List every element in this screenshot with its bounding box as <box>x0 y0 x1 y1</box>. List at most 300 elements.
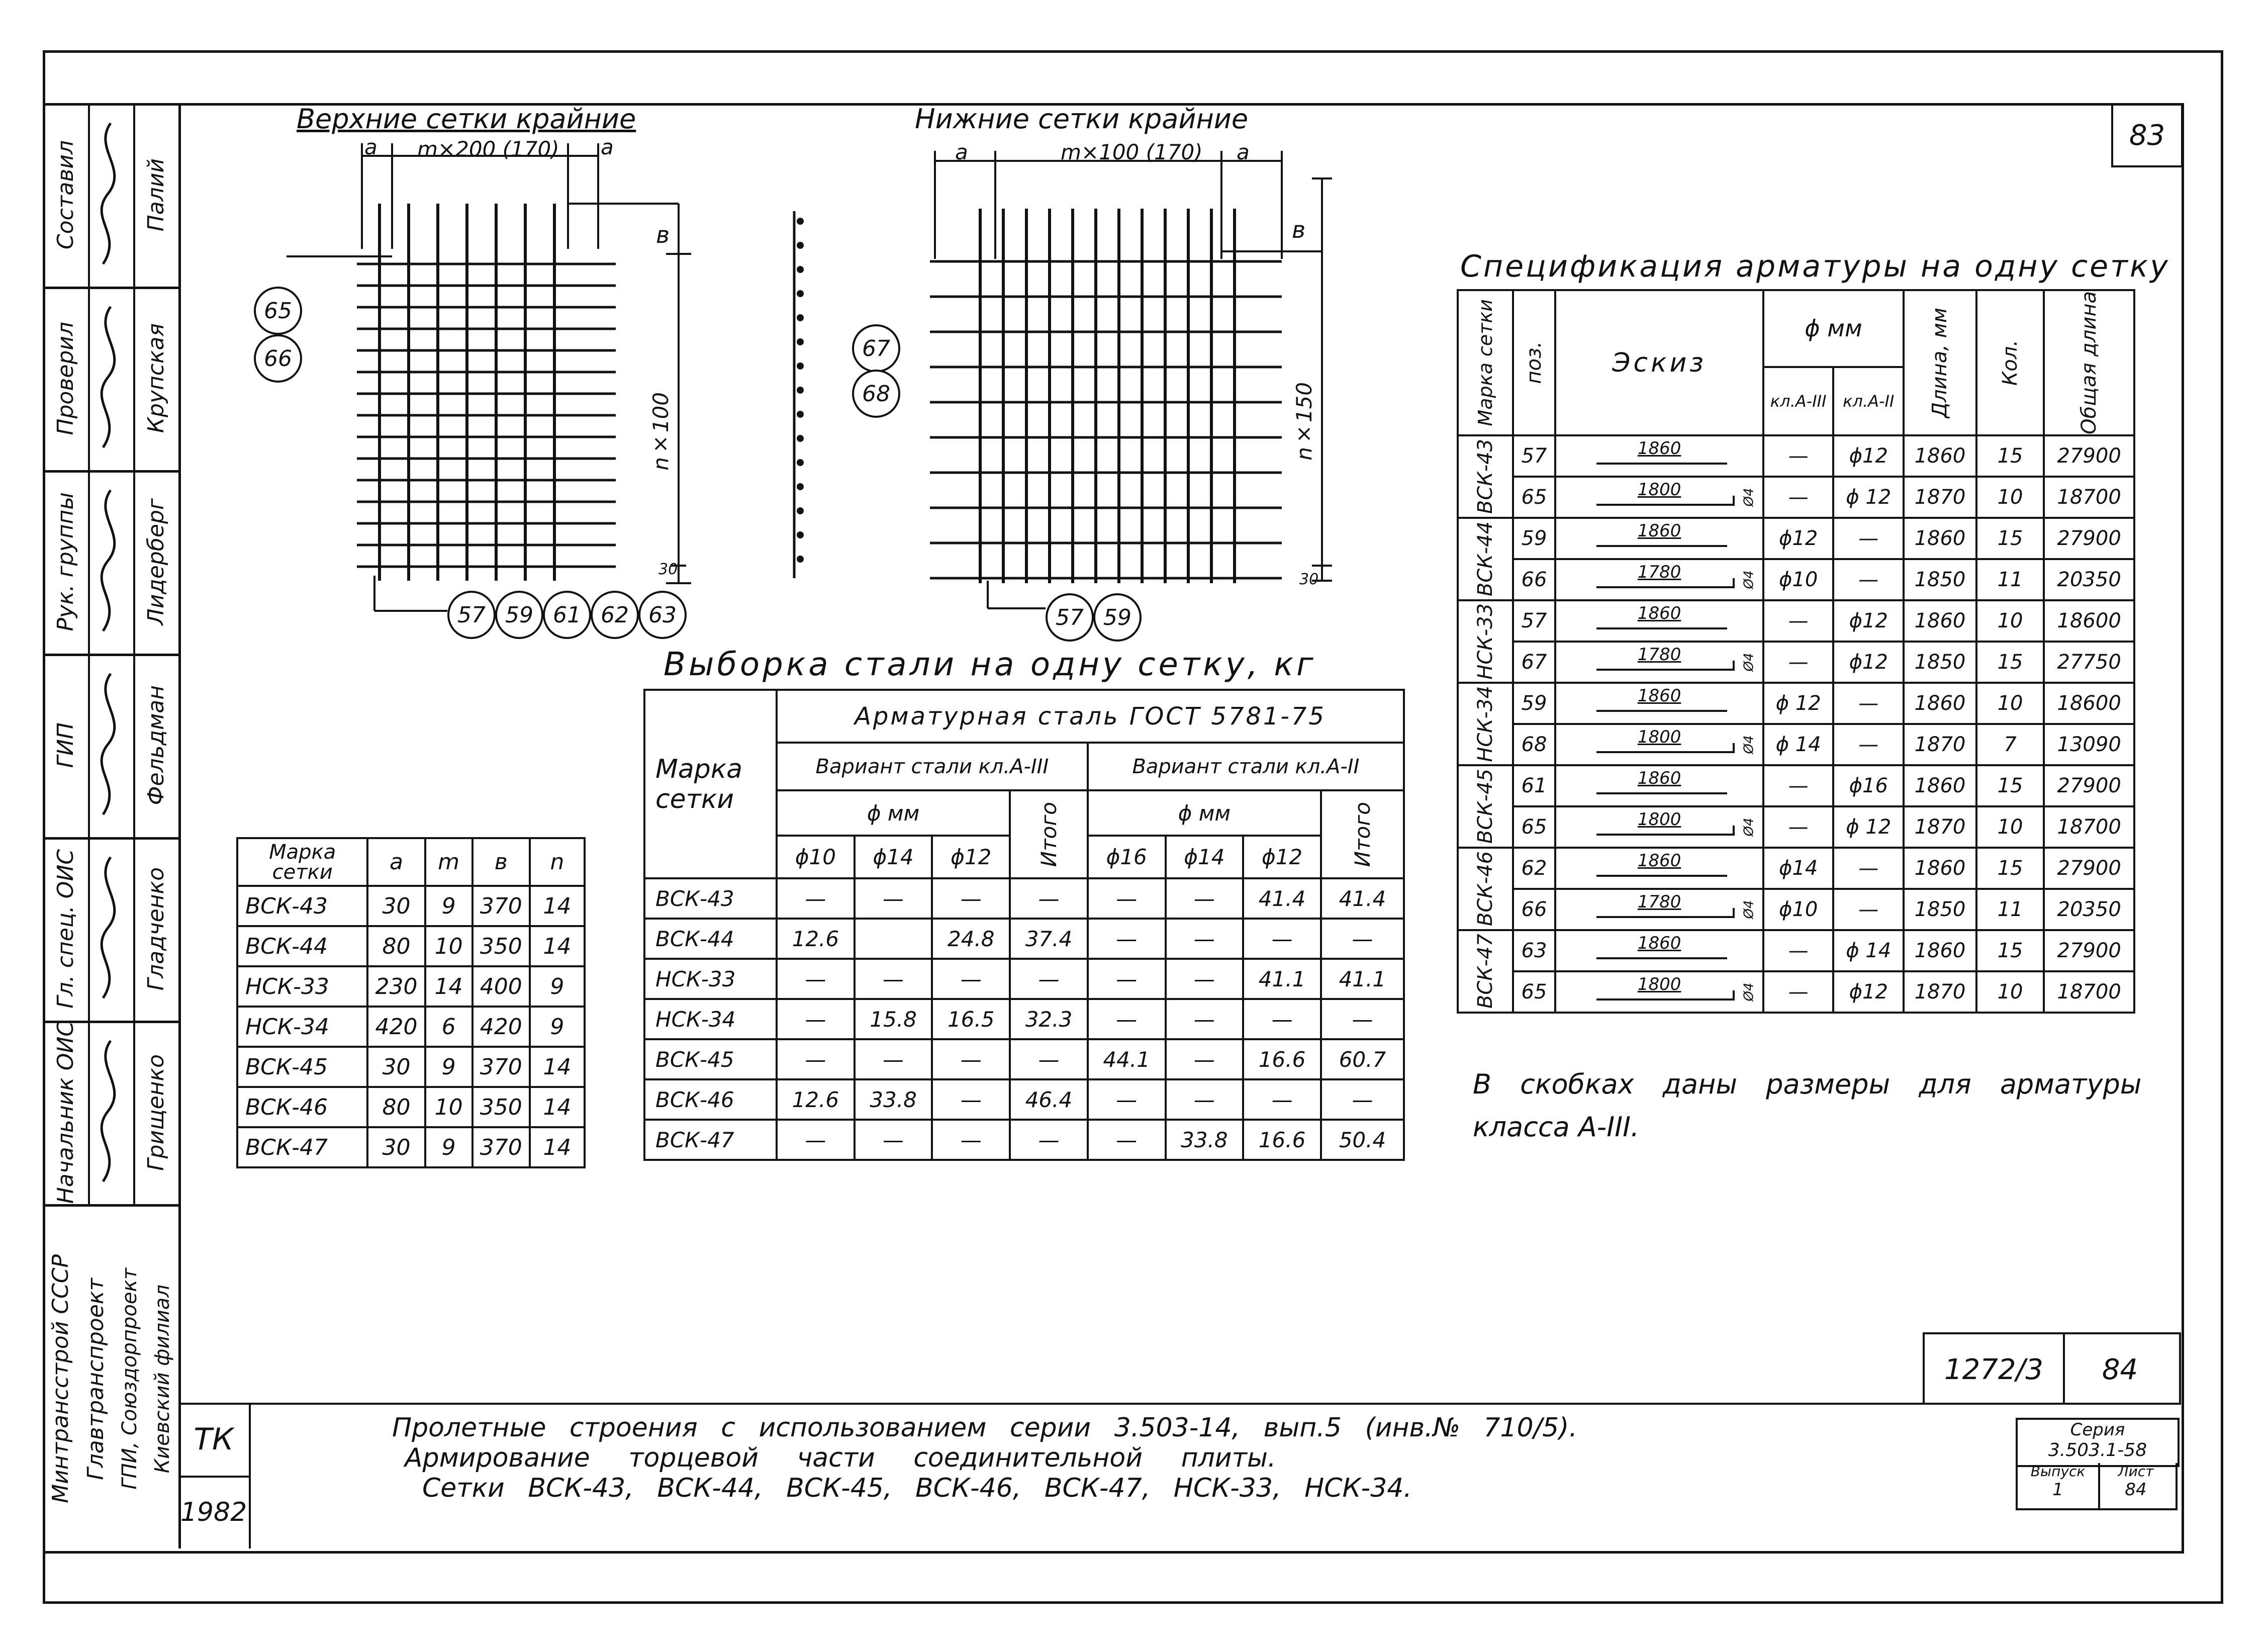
spec-sketch <box>1555 724 1763 765</box>
sketch-bar-line <box>1596 586 1734 588</box>
sketch-hook <box>1733 743 1735 753</box>
table-row <box>237 1127 585 1167</box>
bar-section-dot <box>797 314 804 321</box>
lower-mesh-top-dim: m×100 (170) <box>1061 140 1203 164</box>
spec-cls3-header: кл.А-III <box>1763 367 1834 435</box>
spec-d2: ϕ12 <box>1833 600 1904 642</box>
spec-table-title: Спецификация арматуры на одну сетку <box>1460 249 2170 284</box>
spec-d2: ϕ 12 <box>1833 477 1904 518</box>
table-row <box>1458 683 2134 724</box>
bar-sketch <box>1556 684 1762 723</box>
bar-sketch <box>1556 560 1762 599</box>
person-name: Крупская <box>143 323 169 433</box>
hook-label: Ø4 <box>1741 735 1757 754</box>
dims-cell: 80 <box>367 926 425 966</box>
bar-section-dot <box>797 507 804 514</box>
spec-total: 18700 <box>2044 477 2134 518</box>
steel-cell: — <box>932 1120 1010 1160</box>
spec-qty: 10 <box>1976 477 2044 518</box>
table-row <box>1458 642 2134 683</box>
steel-cell: — <box>1321 1079 1404 1120</box>
steel-cell: — <box>1166 959 1244 999</box>
table-row <box>237 926 585 966</box>
dims-header: n <box>530 838 585 886</box>
spec-d3: ϕ 12 <box>1763 683 1834 724</box>
table-row <box>1458 765 2134 806</box>
lower-mesh-side-dim: n×150 <box>1292 382 1316 461</box>
steel-cell: — <box>777 878 855 919</box>
spec-total: 18700 <box>2044 971 2134 1013</box>
spec-sketch <box>1555 518 1763 559</box>
spec-sketch <box>1555 600 1763 642</box>
spec-qty: 10 <box>1976 600 2044 642</box>
role-cell <box>43 1021 90 1204</box>
steel-cell: — <box>855 959 932 999</box>
signature-mark <box>88 470 135 654</box>
sketch-length: 1780 <box>1637 892 1681 912</box>
spec-sketch <box>1555 930 1763 971</box>
spec-qty: 11 <box>1976 559 2044 600</box>
steel-col-header: ϕ12 <box>932 836 1010 878</box>
table-row <box>644 878 1404 919</box>
bar-section-dot <box>797 387 804 394</box>
steel-cell: — <box>1010 959 1088 999</box>
spec-total: 18600 <box>2044 683 2134 724</box>
spec-mark: ВСК-47 <box>1473 934 1497 1009</box>
steel-cell: — <box>1088 878 1166 919</box>
steel-cell: — <box>1166 999 1244 1039</box>
issue-value: 1 <box>2052 1480 2063 1500</box>
dims-cell: 370 <box>472 1047 530 1087</box>
spec-len: 1850 <box>1904 889 1976 930</box>
hook-label: Ø4 <box>1741 982 1757 1001</box>
year: 1982 <box>180 1497 247 1527</box>
spec-d2: — <box>1833 683 1904 724</box>
spec-pos: 65 <box>1513 971 1556 1013</box>
spec-total: 20350 <box>2044 559 2134 600</box>
sketch-length: 1780 <box>1637 562 1681 582</box>
signature-mark <box>88 1021 135 1204</box>
spec-qty: 15 <box>1976 518 2044 559</box>
spec-qty-header: Кол. <box>1976 290 2044 435</box>
sheet-title-line2: Армирование торцевой части соединительной плиты. <box>405 1443 1276 1473</box>
spec-mark-cell <box>1458 930 1513 1013</box>
table-row <box>644 919 1404 959</box>
steel-cell: 41.4 <box>1321 878 1404 919</box>
list-label: Лист <box>2118 1463 2154 1480</box>
table-row <box>644 999 1404 1039</box>
bar-section-dot <box>797 242 804 249</box>
spec-pos: 62 <box>1513 848 1556 889</box>
steel-variant3: Вариант стали кл.А-III <box>777 743 1088 790</box>
signature-row <box>43 654 178 840</box>
dims-cell: 80 <box>367 1087 425 1127</box>
spec-pos: 66 <box>1513 889 1556 930</box>
signature-row <box>43 287 178 473</box>
spec-len: 1860 <box>1904 435 1976 477</box>
dims-cell: 9 <box>530 966 585 1007</box>
steel-cell: — <box>777 1120 855 1160</box>
dims-cell: 30 <box>367 886 425 926</box>
bar-sketch <box>1556 601 1762 641</box>
spec-sketch <box>1555 642 1763 683</box>
lower-mesh-a-left: a <box>955 140 968 164</box>
bar-sketch <box>1556 766 1762 805</box>
name-cell <box>133 654 178 837</box>
hook-label: Ø4 <box>1741 817 1757 837</box>
bar-sketch <box>1556 807 1762 847</box>
series-box <box>2016 1418 2180 1467</box>
spec-d3: — <box>1763 765 1834 806</box>
spec-total: 27900 <box>2044 848 2134 889</box>
doc-sheet: 84 <box>2102 1353 2138 1386</box>
upper-mesh-title: Верхние сетки крайние <box>297 103 636 135</box>
sketch-length: 1860 <box>1637 768 1681 788</box>
dims-cell: 370 <box>472 886 530 926</box>
spec-total: 27900 <box>2044 435 2134 477</box>
list-value: 84 <box>2125 1480 2147 1500</box>
spec-mark: НСК-33 <box>1473 603 1497 680</box>
upper-mesh-a-left: a <box>364 135 377 159</box>
spec-pos-header: поз. <box>1513 290 1556 435</box>
sketch-length: 1860 <box>1637 933 1681 953</box>
spec-len: 1860 <box>1904 765 1976 806</box>
steel-cell: 41.4 <box>1243 878 1321 919</box>
sheet-title-line3: Сетки ВСК-43, ВСК-44, ВСК-45, ВСК-46, ВСК-47, НСК-33, НСК-34. <box>422 1473 1412 1503</box>
hook-label: Ø4 <box>1741 570 1757 589</box>
sketch-length: 1860 <box>1637 603 1681 623</box>
signature-row <box>43 103 178 289</box>
spec-len: 1850 <box>1904 642 1976 683</box>
sketch-length: 1860 <box>1637 521 1681 541</box>
dims-cell: 230 <box>367 966 425 1007</box>
sketch-hook <box>1733 990 1735 1000</box>
spec-len: 1870 <box>1904 971 1976 1013</box>
steel-cell: 37.4 <box>1010 919 1088 959</box>
lower-mesh-title: Нижние сетки крайние <box>915 103 1249 135</box>
spec-total: 27900 <box>2044 765 2134 806</box>
bar-section-dot <box>797 362 804 370</box>
upper-mesh-a-right: a <box>601 135 614 159</box>
spec-d2: ϕ 14 <box>1833 930 1904 971</box>
spec-mark-header: Марка сетки <box>1458 290 1513 435</box>
spec-sketch <box>1555 765 1763 806</box>
name-cell <box>133 837 178 1021</box>
doc-sheet-box <box>2061 1332 2181 1405</box>
spec-sketch <box>1555 559 1763 600</box>
upper-mesh-top-dim: m×200 (170) <box>417 137 559 161</box>
sketch-length: 1800 <box>1637 809 1681 830</box>
steel-cell: — <box>932 1079 1010 1120</box>
signature-mark <box>88 103 135 287</box>
sketch-length: 1800 <box>1637 974 1681 994</box>
dims-cell: НСК-33 <box>237 966 367 1007</box>
steel-cell: — <box>1088 1120 1166 1160</box>
spec-mark-cell <box>1458 683 1513 765</box>
role-cell <box>43 470 90 654</box>
upper-mesh-drawing <box>246 133 709 651</box>
sketch-hook <box>1733 908 1735 918</box>
steel-variant2: Вариант стали кл.А-II <box>1088 743 1404 790</box>
mesh-side-profile <box>784 206 804 583</box>
spec-d3: ϕ12 <box>1763 518 1834 559</box>
steel-cell: ВСК-45 <box>644 1039 777 1079</box>
org-block <box>43 1204 178 1551</box>
table-row <box>1458 435 2134 477</box>
signature-row <box>43 1021 178 1207</box>
dims-cell: ВСК-43 <box>237 886 367 926</box>
steel-cell: — <box>932 1039 1010 1079</box>
spec-d2: — <box>1833 518 1904 559</box>
table-row <box>1458 889 2134 930</box>
bar-sketch <box>1556 519 1762 558</box>
steel-total-header-3: Итого <box>1010 790 1088 878</box>
spec-d2: ϕ12 <box>1833 435 1904 477</box>
spec-sketch <box>1555 889 1763 930</box>
role-cell <box>43 654 90 837</box>
steel-cell: 16.6 <box>1243 1039 1321 1079</box>
signature-sidebar <box>43 103 181 1549</box>
org-line: Главтранспроект <box>82 1278 109 1480</box>
steel-cell: — <box>1010 878 1088 919</box>
steel-dia-header-2: ϕ мм <box>1088 790 1321 836</box>
spec-mark-cell <box>1458 765 1513 848</box>
table-row <box>1458 724 2134 765</box>
spec-pos: 65 <box>1513 477 1556 518</box>
org-line: ГПИ, Союздорпроект <box>118 1268 141 1490</box>
steel-cell: НСК-34 <box>644 999 777 1039</box>
bar-section-dot <box>797 218 804 225</box>
dims-header: a <box>367 838 425 886</box>
callout-65-upper: 65 <box>254 287 302 335</box>
table-row <box>1458 848 2134 889</box>
table-row <box>644 1079 1404 1120</box>
steel-mark-header: Марка сетки <box>644 690 777 878</box>
spec-d2: ϕ12 <box>1833 642 1904 683</box>
table-row <box>644 1039 1404 1079</box>
callout-62-upper: 62 <box>591 591 639 639</box>
name-cell <box>133 1021 178 1204</box>
steel-cell: — <box>1088 959 1166 999</box>
table-row <box>237 1007 585 1047</box>
sketch-bar-line <box>1596 504 1734 506</box>
spec-mark: ВСК-44 <box>1473 521 1497 597</box>
steel-col-header: ϕ16 <box>1088 836 1166 878</box>
steel-cell: — <box>1166 1079 1244 1120</box>
spec-total: 20350 <box>2044 889 2134 930</box>
spec-qty: 10 <box>1976 683 2044 724</box>
table-row <box>1458 559 2134 600</box>
spec-pos: 66 <box>1513 559 1556 600</box>
bar-sketch <box>1556 890 1762 929</box>
callout-57-lower: 57 <box>1046 593 1094 642</box>
spec-mark: ВСК-43 <box>1473 439 1497 514</box>
steel-cell: — <box>855 1039 932 1079</box>
steel-cell: 50.4 <box>1321 1120 1404 1160</box>
steel-cell: — <box>855 878 932 919</box>
callout-59-upper: 59 <box>495 591 543 639</box>
steel-cell: — <box>1321 999 1404 1039</box>
role-label: Проверил <box>52 321 78 435</box>
dims-cell: 420 <box>472 1007 530 1047</box>
role-cell <box>43 287 90 470</box>
dims-cell: 9 <box>425 1047 472 1087</box>
sketch-length: 1800 <box>1637 480 1681 500</box>
sheet-title-line1: Пролетные строения с использованием серии 3.503-14, вып.5 (инв.№ 710/5). <box>392 1413 1577 1443</box>
dims-cell: 9 <box>425 886 472 926</box>
spec-d2: — <box>1833 724 1904 765</box>
lower-mesh-drawing <box>880 138 1342 641</box>
role-label: Начальник ОИС <box>52 1021 78 1204</box>
dims-cell: ВСК-45 <box>237 1047 367 1087</box>
table-row <box>1458 930 2134 971</box>
table-row <box>644 1120 1404 1160</box>
steel-cell: 46.4 <box>1010 1079 1088 1120</box>
steel-cell: — <box>1088 999 1166 1039</box>
sketch-hook <box>1733 661 1735 671</box>
spec-total: 27900 <box>2044 518 2134 559</box>
org-line: Минтрансстрой СССР <box>47 1254 73 1503</box>
bar-section-dot <box>797 556 804 563</box>
spec-sketch <box>1555 806 1763 848</box>
dims-cell: ВСК-47 <box>237 1127 367 1167</box>
steel-cell: 41.1 <box>1321 959 1404 999</box>
steel-col-header: ϕ14 <box>1166 836 1244 878</box>
sketch-hook <box>1733 496 1735 506</box>
name-cell <box>133 470 178 654</box>
spec-d3: — <box>1763 930 1834 971</box>
table-row <box>237 1047 585 1087</box>
table-row <box>644 959 1404 999</box>
dims-table <box>236 837 586 1168</box>
steel-cell: ВСК-43 <box>644 878 777 919</box>
spec-sketch <box>1555 848 1763 889</box>
spec-d2: ϕ 12 <box>1833 806 1904 848</box>
dims-cell: 30 <box>367 1127 425 1167</box>
dims-cell: 400 <box>472 966 530 1007</box>
steel-col-header: ϕ12 <box>1243 836 1321 878</box>
signature-mark <box>88 654 135 837</box>
note-line2: класса А-III. <box>1473 1111 1640 1143</box>
callout-63-upper: 63 <box>638 591 687 639</box>
spec-d2: — <box>1833 848 1904 889</box>
steel-cell: ВСК-47 <box>644 1120 777 1160</box>
role-cell <box>43 837 90 1021</box>
steel-table-title: Выборка стали на одну сетку, кг <box>664 646 1316 683</box>
spec-d3: ϕ10 <box>1763 889 1834 930</box>
steel-cell: — <box>1166 1039 1244 1079</box>
steel-cell <box>855 919 932 959</box>
spec-mark: ВСК-45 <box>1473 769 1497 844</box>
spec-d2: ϕ12 <box>1833 971 1904 1013</box>
bar-sketch <box>1556 436 1762 476</box>
doc-number-box <box>1923 1332 2065 1405</box>
dims-header: m <box>425 838 472 886</box>
steel-cell: — <box>1088 919 1166 959</box>
bar-sketch <box>1556 931 1762 970</box>
steel-dia-header-3: ϕ мм <box>777 790 1010 836</box>
bar-section-dot <box>797 531 804 538</box>
steel-col-header: ϕ14 <box>855 836 932 878</box>
spec-mark-cell <box>1458 600 1513 683</box>
note-line1: В скобках даны размеры для арматуры <box>1473 1068 2142 1100</box>
steel-cell: — <box>1243 1079 1321 1120</box>
sketch-length: 1780 <box>1637 645 1681 665</box>
spec-d2: — <box>1833 559 1904 600</box>
role-label: ГИП <box>52 722 78 768</box>
steel-cell: 16.5 <box>932 999 1010 1039</box>
steel-cell: 33.8 <box>855 1079 932 1120</box>
spec-len: 1870 <box>1904 477 1976 518</box>
steel-total-header-2: Итого <box>1321 790 1404 878</box>
spec-pos: 67 <box>1513 642 1556 683</box>
dims-cell: 350 <box>472 926 530 966</box>
spec-len: 1860 <box>1904 683 1976 724</box>
spec-cls2-header: кл.А-II <box>1833 367 1904 435</box>
dims-cell: 14 <box>425 966 472 1007</box>
spec-total: 13090 <box>2044 724 2134 765</box>
bar-section-dot <box>797 290 804 297</box>
sketch-bar-line <box>1596 463 1727 465</box>
person-name: Грищенко <box>143 1054 169 1171</box>
spec-d3: ϕ 14 <box>1763 724 1834 765</box>
sketch-hook <box>1733 826 1735 836</box>
spec-qty: 15 <box>1976 930 2044 971</box>
dims-cell: 14 <box>530 1087 585 1127</box>
spec-len-header: Длина, мм <box>1904 290 1976 435</box>
spec-pos: 57 <box>1513 600 1556 642</box>
bar-sketch <box>1556 725 1762 764</box>
dims-header: Марка сетки <box>237 838 367 886</box>
org-line: Киевский филиал <box>150 1284 174 1474</box>
spec-total: 27900 <box>2044 930 2134 971</box>
spec-d3: — <box>1763 971 1834 1013</box>
steel-cell: 41.1 <box>1243 959 1321 999</box>
spec-pos: 57 <box>1513 435 1556 477</box>
org-code-box <box>178 1403 251 1478</box>
signature-row <box>43 837 178 1023</box>
callout-68-lower: 68 <box>852 370 900 418</box>
steel-cell: 24.8 <box>932 919 1010 959</box>
steel-cell: — <box>1166 919 1244 959</box>
callout-66-upper: 66 <box>254 334 302 383</box>
spec-dia-header: ϕ мм <box>1763 290 1904 367</box>
org-code: ТК <box>194 1421 234 1457</box>
steel-cell: ВСК-46 <box>644 1079 777 1120</box>
sketch-bar-line <box>1596 669 1734 671</box>
table-row <box>237 1087 585 1127</box>
table-row <box>237 966 585 1007</box>
sketch-bar-line <box>1596 792 1727 794</box>
sketch-bar-line <box>1596 916 1734 918</box>
steel-cell: 16.6 <box>1243 1120 1321 1160</box>
bar-section-dot <box>797 483 804 490</box>
steel-cell: — <box>1010 1039 1088 1079</box>
sketch-bar-line <box>1596 834 1734 836</box>
bar-sketch <box>1556 972 1762 1012</box>
role-label: Гл. спец. ОИС <box>52 849 78 1009</box>
sketch-bar-line <box>1596 998 1734 1000</box>
page-number: 83 <box>2129 119 2165 152</box>
sketch-bar-line <box>1596 751 1734 753</box>
name-cell <box>133 287 178 470</box>
dims-cell: 420 <box>367 1007 425 1047</box>
signature-mark <box>88 837 135 1021</box>
steel-cell: — <box>1243 919 1321 959</box>
dims-cell: 14 <box>530 1127 585 1167</box>
dims-cell: ВСК-44 <box>237 926 367 966</box>
spec-mark-cell <box>1458 518 1513 600</box>
